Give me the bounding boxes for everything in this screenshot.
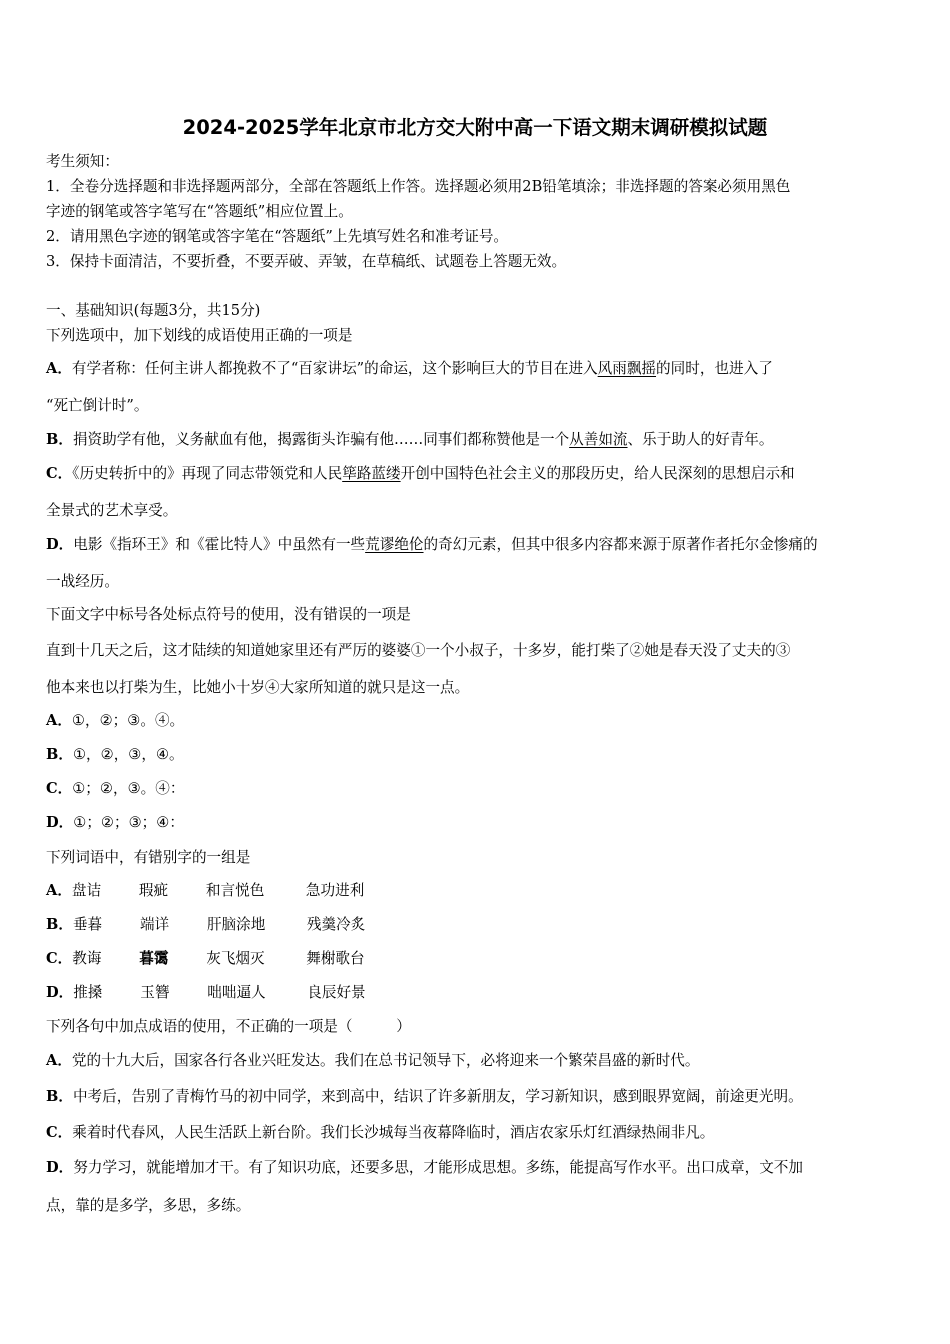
option-text: 、乐于助人的好青年。 xyxy=(627,431,774,448)
q1-stem: 下列选项中，加下划线的成语使用正确的一项是 xyxy=(46,327,353,344)
word: 肝脑涂地 xyxy=(206,916,266,933)
q1-option-a xyxy=(46,359,773,379)
q4-option-d-cont: 点，靠的是多学，多思，多练。 xyxy=(46,1197,251,1214)
word: 良辰好景 xyxy=(307,984,366,1001)
option-text: 党的十九大后，国家各行各业兴旺发达。我们在总书记领导下，必将迎来一个 xyxy=(71,1052,569,1069)
option-label: D． xyxy=(46,814,74,831)
q1-option-d xyxy=(46,535,818,555)
word: 盘诘 xyxy=(71,882,102,899)
underlined-idiom: 从善如流 xyxy=(569,431,628,448)
option-text: 乘着时代春风，人民生活跃上新台阶。我们长沙城每当夜幕降临时，酒店农家乐 xyxy=(72,1124,584,1141)
underlined-idiom: 风雨飘摇 xyxy=(597,360,657,377)
option-label: D． xyxy=(46,984,74,1001)
q1-option-c-cont: 全景式的艺术享受。 xyxy=(46,502,178,519)
option-label: B． xyxy=(46,1088,73,1105)
notice-item-1: 1．全卷分选择题和非选择题两部分，全部在答题纸上作答。选择题必须用2B铅笔填涂；非选择题的答案必须用黑色 xyxy=(46,178,791,195)
q3-stem: 下列词语中，有错别字的一组是 xyxy=(46,849,251,866)
q2-stem: 下面文字中标号各处标点符号的使用，没有错误的一项是 xyxy=(46,606,411,623)
q2-option-d xyxy=(46,813,184,833)
q1-option-d-cont: 一战经历。 xyxy=(46,573,119,590)
q2-option-b xyxy=(46,745,184,765)
q1-option-a-cont: “死亡倒计时”。 xyxy=(46,397,149,414)
option-text: ①；②；③；④： xyxy=(73,814,184,831)
word: 灰飞烟灭 xyxy=(206,950,265,967)
option-label: A． xyxy=(46,1052,72,1069)
word: 急功进利 xyxy=(305,882,365,899)
option-text: ①，②，③，④。 xyxy=(72,746,184,763)
section-heading: 一、基础知识(每题3分，共15分) xyxy=(46,302,261,319)
underlined-idiom: 荒谬绝伦 xyxy=(365,536,424,553)
word: 暮霭 xyxy=(139,950,169,967)
option-text: 努力学习，就能增加才干。有了知识功底，还要多思，才能形成思想。多练，能提高写作水平。 xyxy=(73,1159,687,1176)
q4-option-c xyxy=(46,1123,714,1143)
option-label: D． xyxy=(46,536,74,553)
q2-option-a xyxy=(46,711,184,731)
q2-passage-line-1: 直到十几天之后，这才陆续的知道她家里还有严厉的婆婆①一个小叔子，十多岁，能打柴了②她是春天没了丈夫的③ xyxy=(46,642,791,659)
q4-option-d xyxy=(46,1158,803,1178)
page-title: 2024-2025学年北京市北方交大附中高一下语文期末调研模拟试题 xyxy=(182,116,768,139)
option-label: D． xyxy=(46,1159,74,1176)
option-text: 的同时，也进入了 xyxy=(656,360,773,377)
word: 咄咄逼人 xyxy=(207,984,266,1001)
option-label: C． xyxy=(46,950,73,967)
q3-option-c xyxy=(46,949,365,969)
q3-option-d xyxy=(46,983,366,1003)
option-text: 《历史转折中的》再现了同志带领党和人民 xyxy=(72,465,343,482)
option-label: C． xyxy=(46,1124,73,1141)
option-label: B． xyxy=(46,431,73,448)
word: 瑕疵 xyxy=(138,882,169,899)
option-text: ①；②，③。④： xyxy=(72,780,185,797)
dotted-idiom: 繁荣昌盛 xyxy=(568,1052,627,1069)
option-text: 的初中同学，来到高中，结识了许多新朋友，学习新知识，感到眼界宽阔，前途更光明。 xyxy=(233,1088,803,1105)
option-text: 电影《指环王》和《霍比特人》中虽然有一些 xyxy=(73,536,366,553)
option-label: A． xyxy=(46,712,72,729)
underlined-idiom: 筚路蓝缕 xyxy=(342,465,401,482)
word: 推搡 xyxy=(73,984,103,1001)
q4-stem: 下列各句中加点成语的使用，不正确的一项是（ ） xyxy=(46,1018,411,1035)
dotted-idiom: 青梅竹马 xyxy=(175,1088,234,1105)
option-label: C． xyxy=(46,780,73,797)
notice-item-3: 3．保持卡面清洁，不要折叠，不要弄破、弄皱，在草稿纸、试题卷上答题无效。 xyxy=(46,253,567,270)
q1-option-c xyxy=(46,464,795,484)
word: 教诲 xyxy=(72,950,102,967)
q2-option-c xyxy=(46,779,184,799)
q3-option-a xyxy=(46,881,364,901)
word: 残羹冷炙 xyxy=(306,916,366,933)
q4-option-b xyxy=(46,1087,803,1107)
q1-option-b xyxy=(46,430,773,450)
q3-option-b xyxy=(46,915,365,935)
option-label: A． xyxy=(46,360,72,377)
option-label: C． xyxy=(46,465,73,482)
option-text: ①，②；③。④。 xyxy=(71,712,185,729)
option-text: 有学者称：任何主讲人都挽救不了“百家讲坛”的命运，这个影响巨大的节目在进入 xyxy=(71,360,598,377)
notice-item-2: 2．请用黑色字迹的钢笔或答字笔在“答题纸”上先填写姓名和准考证号。 xyxy=(46,228,509,245)
option-text: 的新时代。 xyxy=(626,1052,700,1069)
option-text: 中考后，告别了 xyxy=(72,1088,176,1105)
option-text: 开创中国特色社会主义的那段历史，给人民深刻的思想启示和 xyxy=(400,465,795,482)
word: 舞榭歌台 xyxy=(306,950,365,967)
dotted-idiom: 灯红酒绿 xyxy=(583,1124,642,1141)
option-text: 捐资助学有他，义务献血有他，揭露街头诈骗有他……同事们都称赞他是一个 xyxy=(72,431,570,448)
word: 玉簪 xyxy=(140,984,170,1001)
option-label: B． xyxy=(46,746,73,763)
word: 端详 xyxy=(139,916,170,933)
option-text: 的奇幻元素，但其中很多内容都来源于原著作者托尔金惨痛的 xyxy=(423,536,818,553)
notice-item-1-cont: 字迹的钢笔或答字笔写在“答题纸”相应位置上。 xyxy=(46,203,353,220)
word: 和言悦色 xyxy=(205,882,265,899)
q4-option-a xyxy=(46,1051,700,1071)
option-text: 热闹非凡。 xyxy=(641,1124,715,1141)
option-text: ，文不加 xyxy=(744,1159,803,1176)
option-label: A． xyxy=(46,882,72,899)
word: 垂暮 xyxy=(72,916,103,933)
option-label: B． xyxy=(46,916,73,933)
q2-passage-line-2: 他本来也以打柴为生，比她小十岁④大家所知道的就只是这一点。 xyxy=(46,679,470,696)
dotted-idiom: 出口成章 xyxy=(686,1159,745,1176)
notice-heading: 考生须知： xyxy=(46,153,119,170)
